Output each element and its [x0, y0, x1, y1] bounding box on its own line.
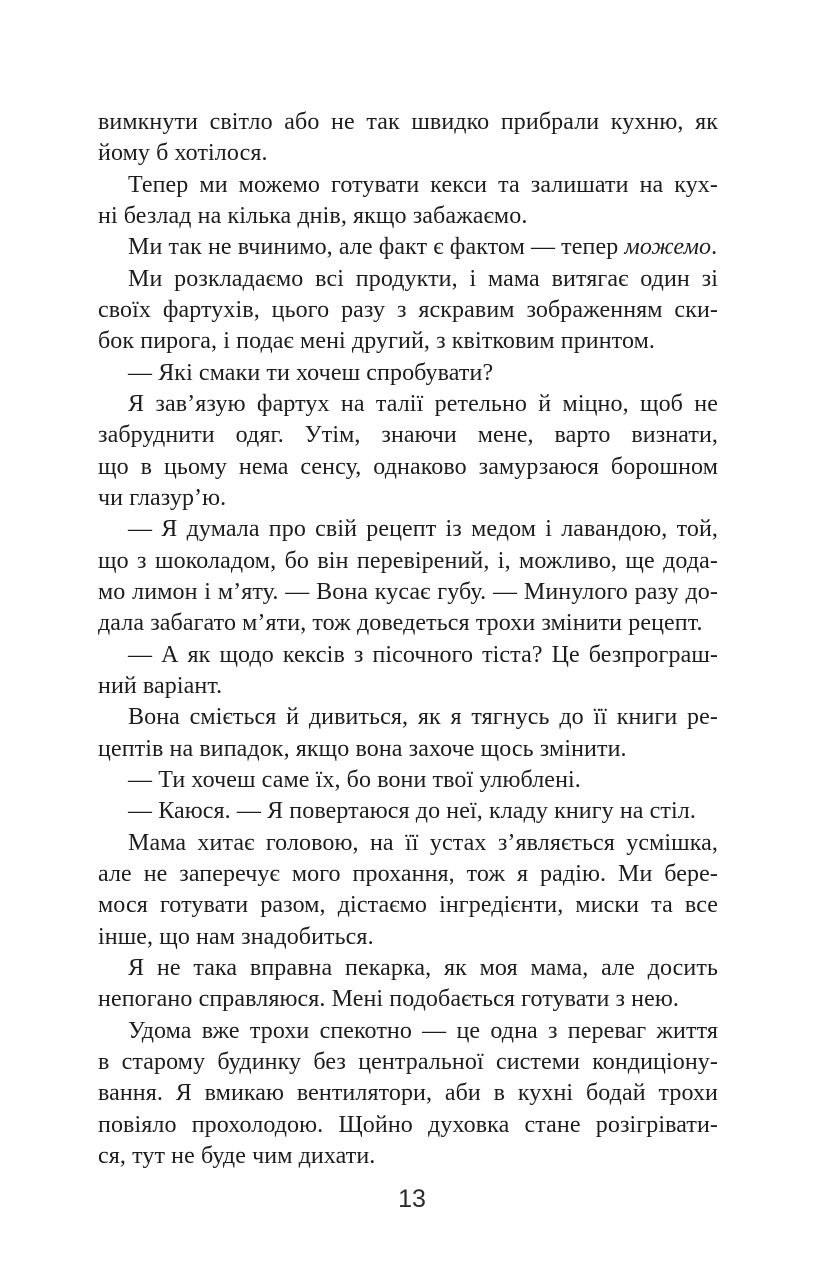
text-segment: забруднити одяг. Утім, знаючи мене, варто визнати,	[98, 422, 718, 449]
text-line	[98, 734, 718, 765]
text-line	[98, 859, 718, 890]
text-line	[98, 922, 718, 953]
text-segment: мо лимон і м’яту. — Вона кусає губу. — Минулого разу до-	[98, 578, 718, 605]
text-segment: чи глазур’ю.	[98, 484, 227, 511]
italic-text-segment: можемо	[624, 234, 712, 261]
text-segment: непогано справляюся. Мені подобається готувати з нею.	[98, 986, 680, 1013]
text-line	[98, 326, 718, 357]
text-line	[98, 264, 718, 295]
text-segment: повіяло прохолодою. Щойно духовка стане розігрівати-	[98, 1111, 718, 1138]
text-line	[98, 170, 718, 201]
text-line	[98, 107, 718, 138]
text-line	[98, 608, 718, 639]
text-line	[98, 546, 718, 577]
text-line	[98, 953, 718, 984]
text-line	[98, 984, 718, 1015]
text-segment: — Каюся. — Я повертаюся до неї, кладу книгу на стіл.	[128, 798, 696, 825]
text-line	[98, 514, 718, 545]
text-line	[98, 1078, 718, 1109]
text-segment: Тепер ми можемо готувати кекси та залишати на кух-	[128, 171, 718, 198]
text-segment: інше, що нам знадобиться.	[98, 923, 374, 950]
text-segment: Ми так не вчинимо, але факт є фактом — тепер	[128, 234, 625, 261]
text-line	[98, 295, 718, 326]
text-segment: в старому будинку без центральної системи кондиціону-	[98, 1048, 718, 1075]
text-line	[98, 232, 718, 263]
text-segment: вання. Я вмикаю вентилятори, аби в кухні бодай трохи	[98, 1080, 718, 1107]
text-line	[98, 1016, 718, 1047]
text-segment: вимкнути світло або не так швидко прибрали кухню, як	[98, 109, 718, 135]
text-segment: — Ти хочеш саме їх, бо вони твої улюблені.	[128, 766, 581, 793]
text-line	[98, 828, 718, 859]
text-line	[98, 796, 718, 827]
text-segment: цептів на випадок, якщо вона захоче щось змінити.	[98, 735, 627, 762]
text-line	[98, 420, 718, 451]
text-segment: Вона сміється й дивиться, як я тягнусь до її книги ре-	[128, 704, 718, 731]
text-segment: своїх фартухів, цього разу з яскравим зображенням ски-	[98, 296, 718, 323]
text-segment: — А як щодо кексів з пісочного тіста? Це безпрограш-	[128, 641, 718, 668]
text-segment: .	[711, 234, 718, 261]
text-line	[98, 702, 718, 733]
text-segment: Я зав’язую фартух на талії ретельно й міцно, щоб не	[128, 390, 718, 417]
text-segment: Я не така вправна пекарка, як моя мама, але досить	[128, 954, 718, 981]
text-line	[98, 452, 718, 483]
text-segment: ний варіант.	[98, 672, 223, 699]
text-segment: Ми розкладаємо всі продукти, і мама витягає один зі	[128, 265, 718, 292]
text-segment: мося готувати разом, дістаємо інгредієнти, миски та все	[98, 892, 718, 919]
text-line	[98, 890, 718, 921]
text-line	[98, 138, 718, 169]
text-segment: — Які смаки ти хочеш спробувати?	[128, 359, 494, 386]
text-line	[98, 358, 718, 389]
text-line	[98, 1110, 718, 1141]
text-line	[98, 1047, 718, 1078]
page-text	[98, 107, 718, 1172]
text-line	[98, 389, 718, 420]
text-line	[98, 483, 718, 514]
text-segment: йому б хотілося.	[98, 140, 268, 167]
text-line	[98, 577, 718, 608]
text-segment: ся, тут не буде чим дихати.	[98, 1142, 376, 1169]
text-segment: що в цьому нема сенсу, однаково замурзаюся борошном	[98, 453, 718, 480]
text-segment: що з шоколадом, бо він перевірений, і, можливо, ще дода-	[98, 547, 718, 574]
text-line	[98, 671, 718, 702]
text-line	[98, 1141, 718, 1172]
text-segment: бок пирога, і подає мені другий, з квітковим принтом.	[98, 328, 655, 355]
text-line	[98, 201, 718, 232]
text-segment: Удома вже трохи спекотно — це одна з переваг життя	[128, 1017, 718, 1044]
text-line	[98, 640, 718, 671]
page-number: 13	[398, 1185, 426, 1213]
text-segment: — Я думала про свій рецепт із медом і лавандою, той,	[128, 516, 718, 543]
text-segment: ні безлад на кілька днів, якщо забажаємо.	[98, 202, 528, 229]
text-segment: Мама хитає головою, на її устах з’являється усмішка,	[128, 829, 718, 856]
text-line	[98, 765, 718, 796]
text-segment: але не заперечує мого прохання, тож я радію. Ми бере-	[98, 860, 718, 887]
text-segment: дала забагато м’яти, тож доведеться трохи змінити рецепт.	[98, 610, 703, 637]
